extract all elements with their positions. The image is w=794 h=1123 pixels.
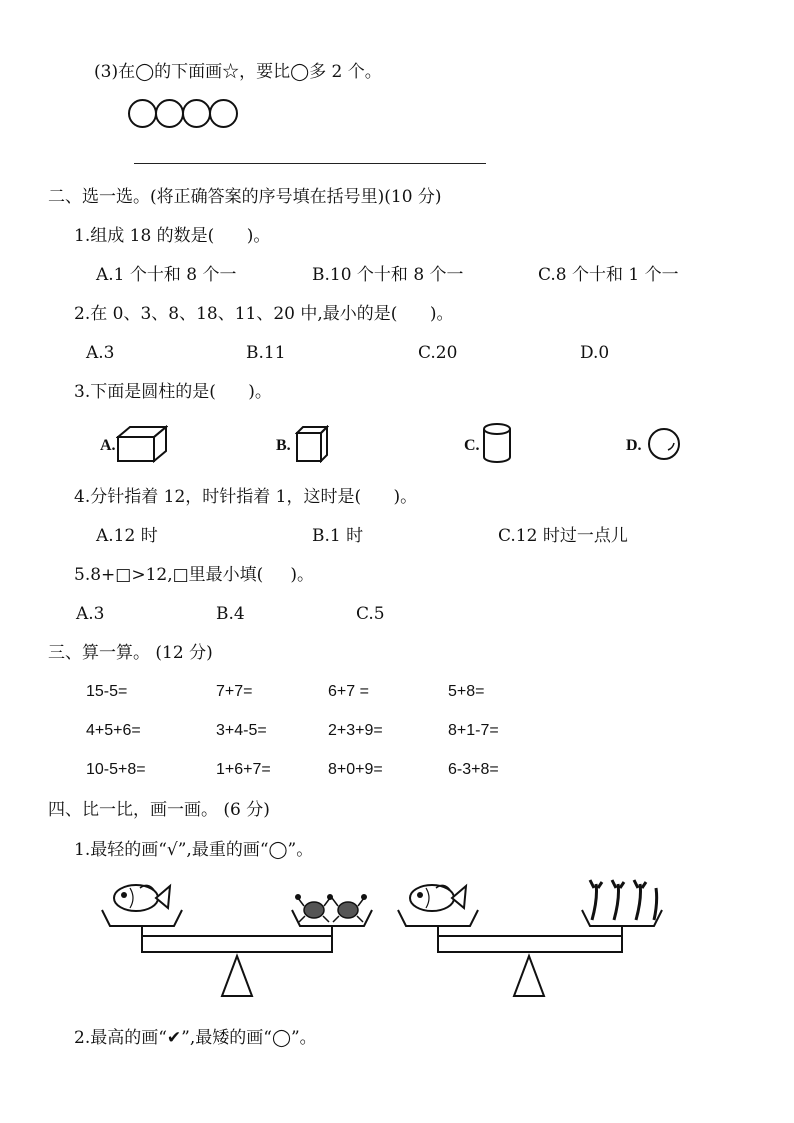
cube-icon bbox=[295, 425, 329, 463]
section-4-q1: 1.最轻的画“√”,最重的画“◯”。 bbox=[74, 840, 314, 860]
q5-stem: 5.8+□>12,□里最小填( )。 bbox=[74, 565, 314, 585]
q3-option-c-label: C. bbox=[464, 437, 480, 454]
calc-item: 7+7= bbox=[216, 683, 253, 700]
fish-icon bbox=[114, 885, 170, 911]
circle-icon bbox=[128, 99, 157, 128]
section-2-header: 二、选一选。(将正确答案的序号填在括号里)(10 分) bbox=[48, 187, 442, 207]
q2-option-d: D.0 bbox=[580, 343, 610, 363]
q3-stem: 3.下面是圆柱的是( )。 bbox=[74, 382, 272, 402]
calc-item: 1+6+7= bbox=[216, 761, 271, 778]
section-4-q2: 2.最高的画“✔”,最矮的画“◯”。 bbox=[74, 1028, 317, 1048]
calc-item: 2+3+9= bbox=[328, 722, 383, 739]
calc-item: 8+0+9= bbox=[328, 761, 383, 778]
calc-item: 6-3+8= bbox=[448, 761, 499, 778]
q4-option-b: B.1 时 bbox=[312, 526, 364, 546]
answer-line[interactable] bbox=[134, 163, 486, 164]
cylinder-icon bbox=[481, 422, 513, 464]
q1-option-a: A.1 个十和 8 个一 bbox=[96, 265, 237, 285]
q2-option-c: C.20 bbox=[418, 343, 458, 363]
q3-option-b-label: B. bbox=[276, 437, 291, 454]
shrimp-icon bbox=[590, 880, 657, 920]
q2-option-b: B.11 bbox=[246, 343, 286, 363]
crab-icon bbox=[295, 894, 367, 922]
q1-stem: 1.组成 18 的数是( )。 bbox=[74, 226, 271, 246]
calc-item: 10-5+8= bbox=[86, 761, 146, 778]
q4-option-c: C.12 时过一点儿 bbox=[498, 526, 628, 546]
question-3-text: (3)在◯的下面画☆，要比◯多 2 个。 bbox=[94, 62, 382, 82]
calc-item: 15-5= bbox=[86, 683, 128, 700]
calc-item: 8+1-7= bbox=[448, 722, 499, 739]
section-4-header: 四、比一比，画一画。 (6 分) bbox=[48, 800, 270, 820]
circle-icon bbox=[182, 99, 211, 128]
q4-stem: 4.分针指着 12，时针指着 1，这时是( )。 bbox=[74, 487, 418, 507]
q1-option-c: C.8 个十和 1 个一 bbox=[538, 265, 679, 285]
q5-option-b: B.4 bbox=[216, 604, 245, 624]
calc-item: 5+8= bbox=[448, 683, 485, 700]
calc-item: 6+7 = bbox=[328, 683, 369, 700]
q3-option-d-label: D. bbox=[626, 437, 642, 454]
circle-row bbox=[128, 99, 236, 128]
section-3-header: 三、算一算。 (12 分) bbox=[48, 643, 213, 663]
cuboid-icon bbox=[116, 425, 168, 463]
calc-item: 4+5+6= bbox=[86, 722, 141, 739]
sphere-icon bbox=[646, 426, 682, 462]
q5-option-c: C.5 bbox=[356, 604, 385, 624]
q5-option-a: A.3 bbox=[76, 604, 105, 624]
q1-option-b: B.10 个十和 8 个一 bbox=[312, 265, 464, 285]
q3-option-a-label: A. bbox=[100, 437, 116, 454]
fish-icon bbox=[410, 885, 466, 911]
q2-stem: 2.在 0、3、8、18、11、20 中,最小的是( )。 bbox=[74, 304, 454, 324]
balance-scale-right bbox=[392, 878, 676, 1000]
q4-option-a: A.12 时 bbox=[96, 526, 158, 546]
circle-icon bbox=[209, 99, 238, 128]
q2-option-a: A.3 bbox=[86, 343, 115, 363]
circle-icon bbox=[155, 99, 184, 128]
calc-item: 3+4-5= bbox=[216, 722, 267, 739]
balance-scale-left bbox=[96, 878, 380, 1000]
